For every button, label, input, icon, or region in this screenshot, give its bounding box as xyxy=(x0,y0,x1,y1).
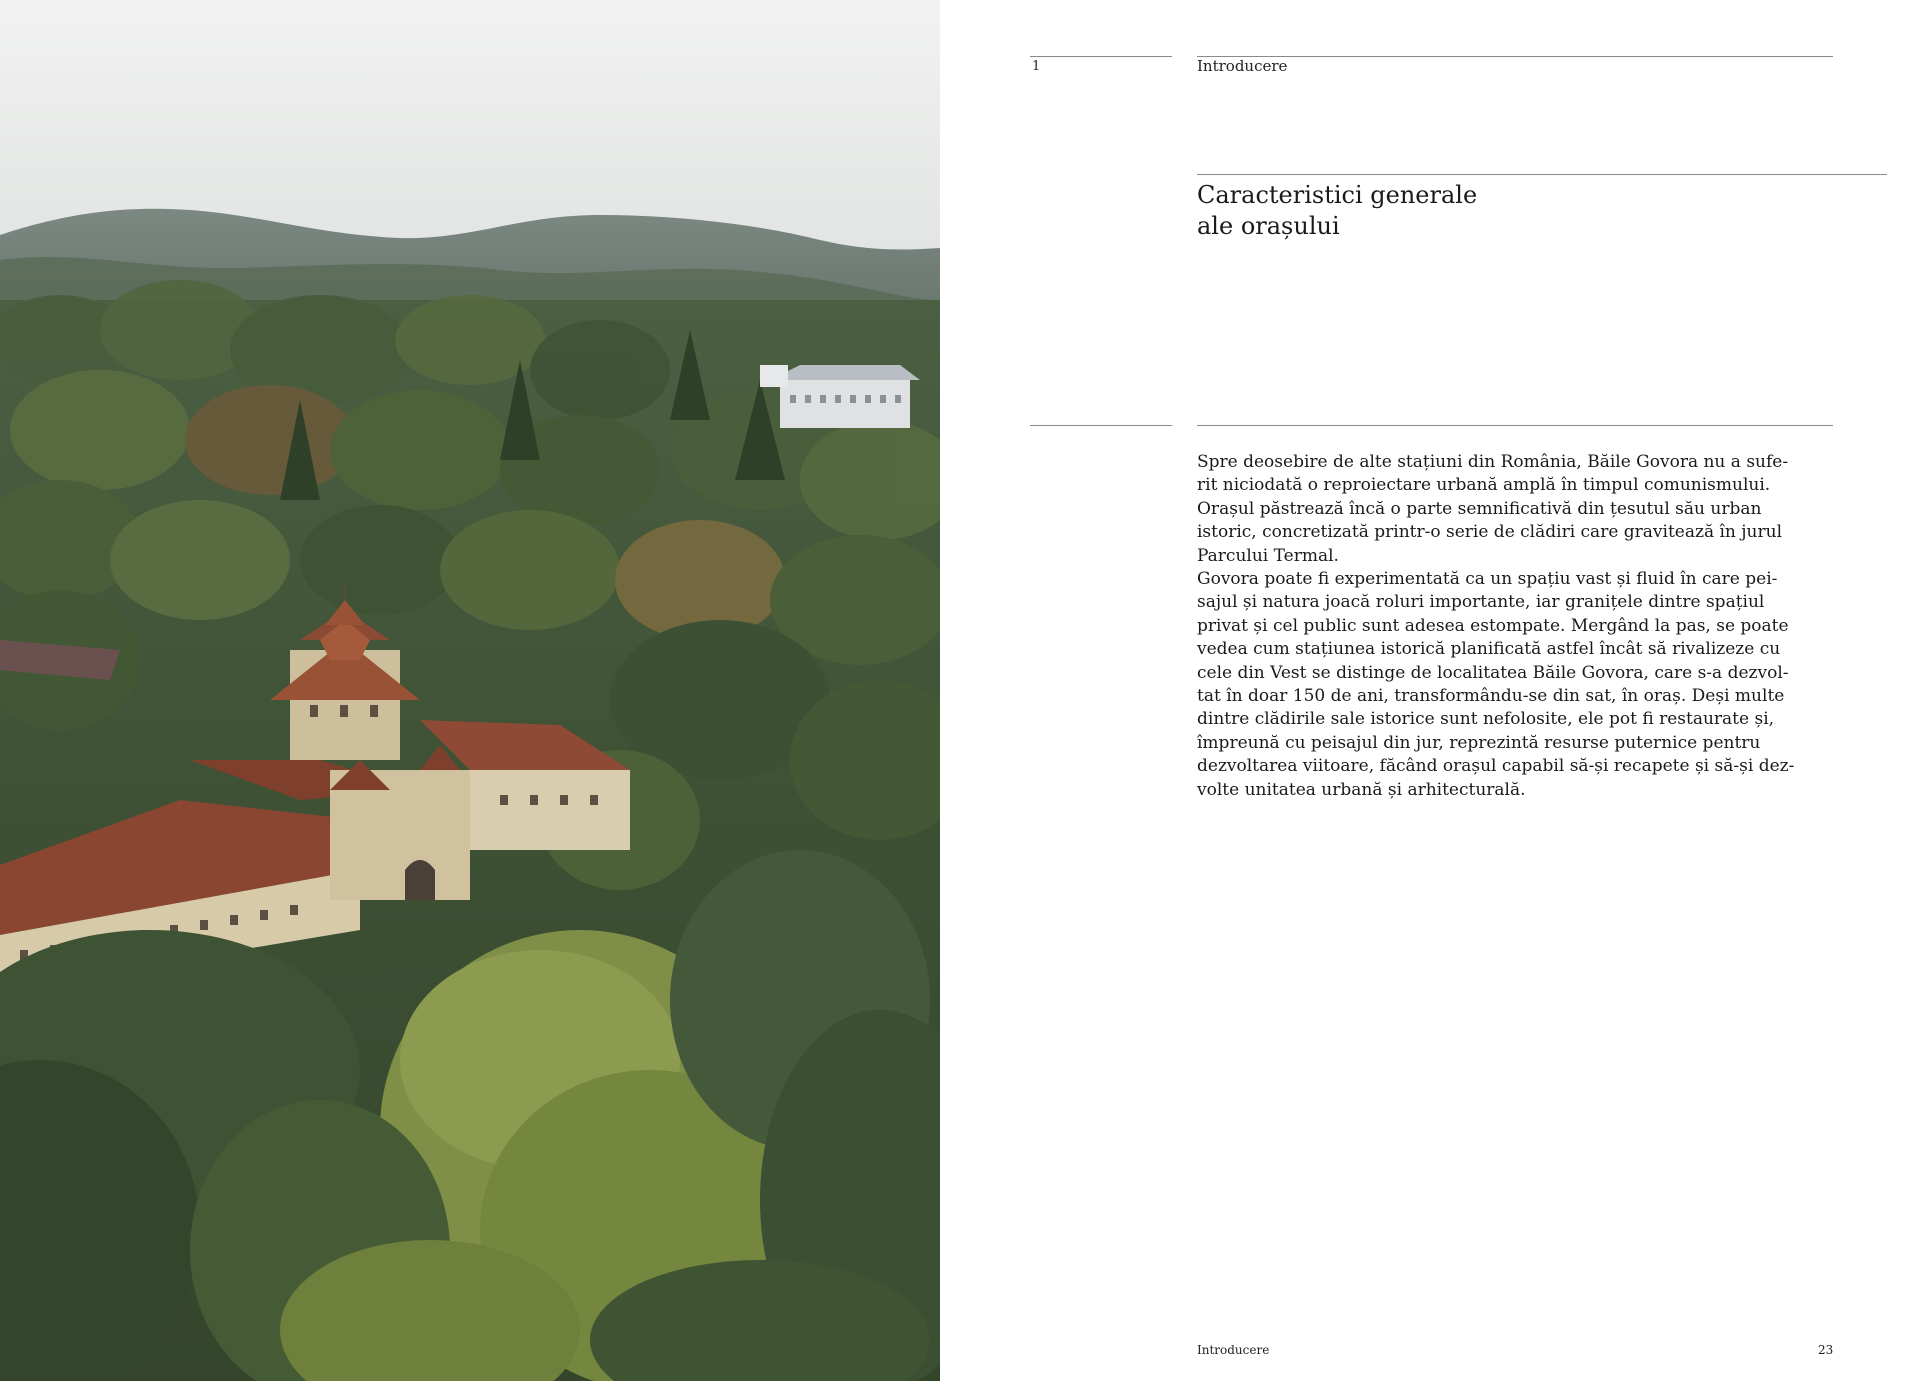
landscape-photo xyxy=(0,0,940,1381)
text-line: dezvoltarea viitoare, făcând orașul capabil să-și recapete și să-și dez- xyxy=(1197,756,1795,777)
page-number: 23 xyxy=(1818,1343,1834,1357)
text-line: vedea cum stațiunea istorică planificată astfel încât să rivalizeze cu xyxy=(1197,639,1781,660)
chapter-title: Introducere xyxy=(1197,57,1288,75)
text-line: Govora poate fi experimentată ca un spațiu vast și fluid în care pei- xyxy=(1197,569,1778,590)
section-title xyxy=(1197,180,1897,242)
body-rule-left xyxy=(1030,425,1172,426)
text-line: dintre clădirile sale istorice sunt nefolosite, ele pot fi restaurate și, xyxy=(1197,709,1775,730)
section-title-line-2: ale orașului xyxy=(1197,212,1340,240)
text-line: tat în doar 150 de ani, transformându-se din sat, în oraș. Deși multe xyxy=(1197,686,1785,707)
text-line: Orașul păstrează încă o parte semnificativă din țesutul său urban xyxy=(1197,498,1762,519)
body-text xyxy=(1197,451,1847,802)
text-line: privat și cel public sunt adesea estompate. Mergând la pas, se poate xyxy=(1197,615,1789,636)
text-line: rit niciodată o reproiectare urbană amplă în timpul comunismului. xyxy=(1197,475,1771,496)
text-line: cele din Vest se distinge de localitatea Băile Govora, care s-a dezvol- xyxy=(1197,662,1789,683)
footer-running-title: Introducere xyxy=(1197,1343,1270,1357)
paragraph-1 xyxy=(1197,451,1847,568)
header-rule-right xyxy=(1197,56,1833,57)
text-line: Parcului Termal. xyxy=(1197,545,1339,566)
section-title-line-1: Caracteristici generale xyxy=(1197,181,1478,209)
title-rule xyxy=(1197,174,1887,175)
text-line: sajul și natura joacă roluri importante, iar granițele dintre spațiul xyxy=(1197,592,1765,613)
aerial-landscape-photo xyxy=(0,0,940,1381)
text-line: istoric, concretizată printr-o serie de clădiri care gravitează în jurul xyxy=(1197,522,1783,543)
header-rule-left xyxy=(1030,56,1172,57)
text-line: Spre deosebire de alte stațiuni din România, Băile Govora nu a sufe- xyxy=(1197,452,1789,472)
chapter-number: 1 xyxy=(1032,59,1041,74)
body-rule-right xyxy=(1197,425,1833,426)
paragraph-2 xyxy=(1197,568,1847,802)
text-line: volte unitatea urbană și arhitecturală. xyxy=(1197,779,1526,800)
text-line: împreună cu peisajul din jur, reprezintă resurse puternice pentru xyxy=(1197,732,1761,753)
